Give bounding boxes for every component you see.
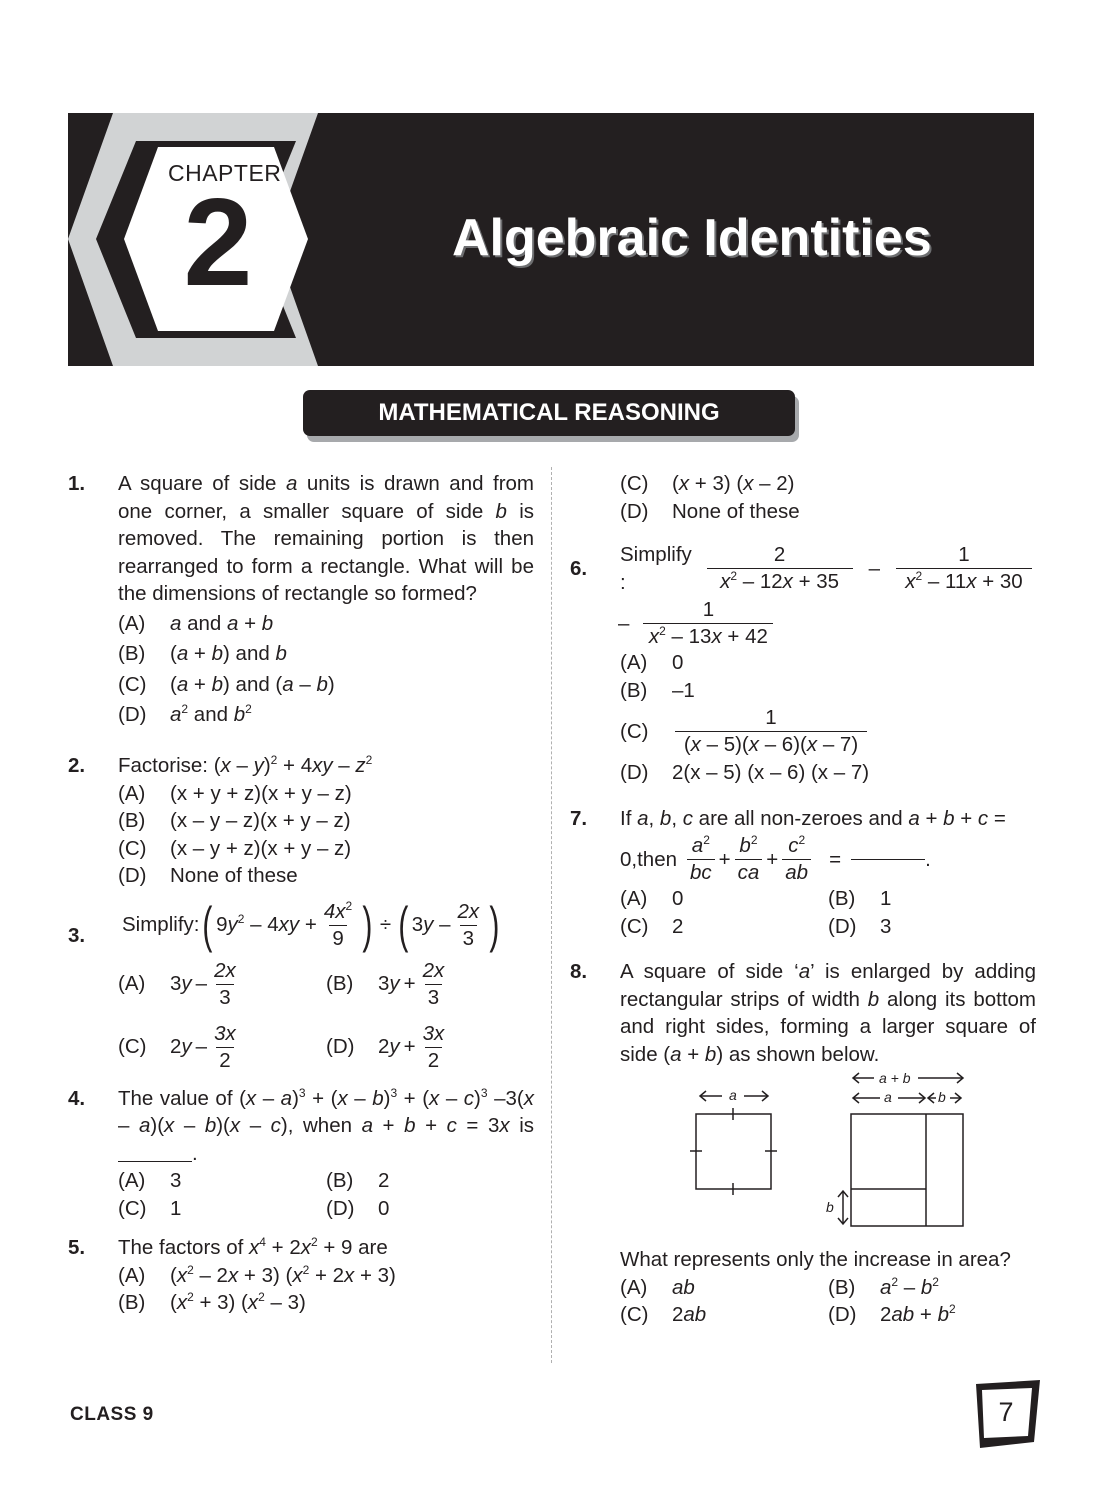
- question-number: 1.: [68, 472, 86, 495]
- option-b: (B) 3 y + $\frac{2x}{3}$: [326, 958, 445, 1009]
- option-b: (B) (x – y – z)(x + y – z): [118, 809, 351, 832]
- option-a: (A) (x + y + z)(x + y – z): [118, 781, 352, 805]
- option-d: (D) 0: [326, 1196, 390, 1220]
- question-stem: A square of side ‘a’ is enlarged by adding rectangular strips of width b along its bottom and right sides, forming a larger square of side (a + b) as shown below.: [620, 960, 1037, 1066]
- option-b: (B) $(x^2 + 3)$ $(x^2 - 3)$: [118, 1290, 306, 1314]
- question-8: [570, 958, 1036, 1329]
- option-d: (D) $2ab + b^2$: [828, 1302, 956, 1326]
- footer-class-label: CLASS 9: [70, 1404, 154, 1425]
- question-7: [570, 805, 1036, 941]
- option-d: (D) 3: [828, 914, 892, 938]
- options-grid: [620, 885, 1036, 940]
- options-grid: [118, 1167, 534, 1222]
- option-a: (A) a and a + b: [118, 611, 274, 635]
- question-number: 8.: [570, 960, 588, 983]
- option-a: (A) 0: [620, 651, 684, 674]
- option-d: (D) 2 y + $\frac{3x}{2}$: [326, 1021, 445, 1072]
- fig-label-b-side: b: [826, 1199, 834, 1215]
- question-stem: Factorise: $(x - y)^2 + 4xy - z^2$: [118, 753, 373, 777]
- question-number: 4.: [68, 1086, 86, 1110]
- question-stem: If a, b, c are all non-zeroes and a + b + c =: [620, 806, 1006, 830]
- question-number: 3.: [68, 923, 86, 947]
- option-b: (B) 1: [828, 887, 892, 910]
- question-stem: The factors of $x^4 + 2x^2 + 9$ are: [118, 1235, 388, 1259]
- section-heading: MATHEMATICAL REASONING: [303, 390, 795, 436]
- option-a: (A) ab: [620, 1275, 695, 1299]
- options-grid: [118, 959, 534, 1073]
- question-number: 5.: [68, 1236, 86, 1259]
- option-c: (C) 2ab: [620, 1303, 707, 1326]
- answer-blank: [851, 859, 925, 860]
- option-d: (D) 2(x – 5) (x – 6) (x – 7): [620, 761, 870, 784]
- option-c: (C) (x + 3) (x – 2): [620, 472, 795, 495]
- chapter-title: Algebraic Identities: [452, 209, 932, 267]
- option-a: (A) 3: [118, 1169, 182, 1192]
- option-a: (A) $(x^2 - 2x + 3) (x^2 + 2x + 3)$: [118, 1262, 396, 1287]
- option-c: (C) 1 (x – 5)(x – 6)(x – 7): [620, 706, 1036, 757]
- option-b: (B) –1: [620, 678, 695, 702]
- question-stem: A square of side a units is drawn and from one corner, a smaller square of side b is removed. The remaining portion is then rearranged to form a rectangle. What will be the dimensions of rectangle so formed?: [118, 472, 534, 605]
- chapter-label: CHAPTER: [168, 160, 282, 186]
- question-6: [570, 541, 1036, 787]
- question-2: [68, 752, 534, 890]
- answer-blank: [118, 1161, 192, 1162]
- option-d: (D) $a^2$ and $b^2$: [118, 702, 252, 726]
- chapter-number: 2: [183, 174, 253, 312]
- question-number: 7.: [570, 806, 588, 830]
- option-c: (C) 1: [118, 1196, 182, 1220]
- option-c: (C) (x – y + z)(x + y – z): [118, 836, 352, 860]
- question-3: [68, 897, 534, 1073]
- question-stem: Simplify : 2 $x^2 - 12x + 35$ – 1 $x^2 - 11x + 30$: [620, 541, 1036, 596]
- option-c: (C) 2: [620, 914, 684, 938]
- fig-label-a-small: a: [884, 1089, 892, 1105]
- option-b: (B) $a^2 - b^2$: [828, 1274, 939, 1299]
- question-stem-continued: 0,then $a^2$ bc + $\frac{b^2}{ca}$ + $\frac{c^2}{ab}$ = .: [620, 833, 931, 884]
- squares-figure: [620, 1072, 1036, 1242]
- options-grid: [620, 1274, 1036, 1329]
- option-b: (B) 2: [326, 1169, 390, 1192]
- right-column: [570, 470, 1036, 1329]
- question-1: [68, 470, 534, 726]
- fig-label-a-plus-b: a + b: [879, 1072, 911, 1086]
- question-stem: Simplify: ( $9y^2 - 4xy$ + $\frac{4x^2}{9}$ ) ÷ ( 3y – 2x 3 ): [122, 897, 500, 953]
- option-a: (A) 0: [620, 887, 684, 910]
- option-d: (D) None of these: [118, 864, 298, 887]
- page-number: 7: [998, 1397, 1014, 1427]
- option-b: (B) (a + b) and b: [118, 642, 287, 665]
- question-5-continued: [570, 470, 1036, 525]
- question-stem-continued: – 1 $x^2 - 13x + 42$: [618, 598, 1036, 649]
- column-divider: [551, 467, 552, 1363]
- question-4: [68, 1085, 534, 1223]
- question-number: 6.: [570, 557, 588, 580]
- question-text: What represents only the increase in area?: [620, 1248, 1011, 1271]
- option-c: (C) (a + b) and (a – b): [118, 672, 335, 696]
- option-a: (A) 3 y – 2x 3: [118, 958, 236, 1009]
- question-5: [68, 1234, 534, 1317]
- option-c: (C) 2 y – 3x 2: [118, 1021, 236, 1072]
- question-stem: The value of (x – a)$^3$ + (x – b)$^3$ + (x – c)$^3$ –3(x – a)(x – b)(x – c), when a + b + c = 3x is .: [118, 1085, 534, 1165]
- left-column: [68, 470, 534, 1317]
- option-d: (D) None of these: [620, 499, 800, 523]
- fig-label-a: a: [729, 1087, 737, 1103]
- fig-label-b-top: b: [938, 1089, 946, 1105]
- question-number: 2.: [68, 754, 86, 777]
